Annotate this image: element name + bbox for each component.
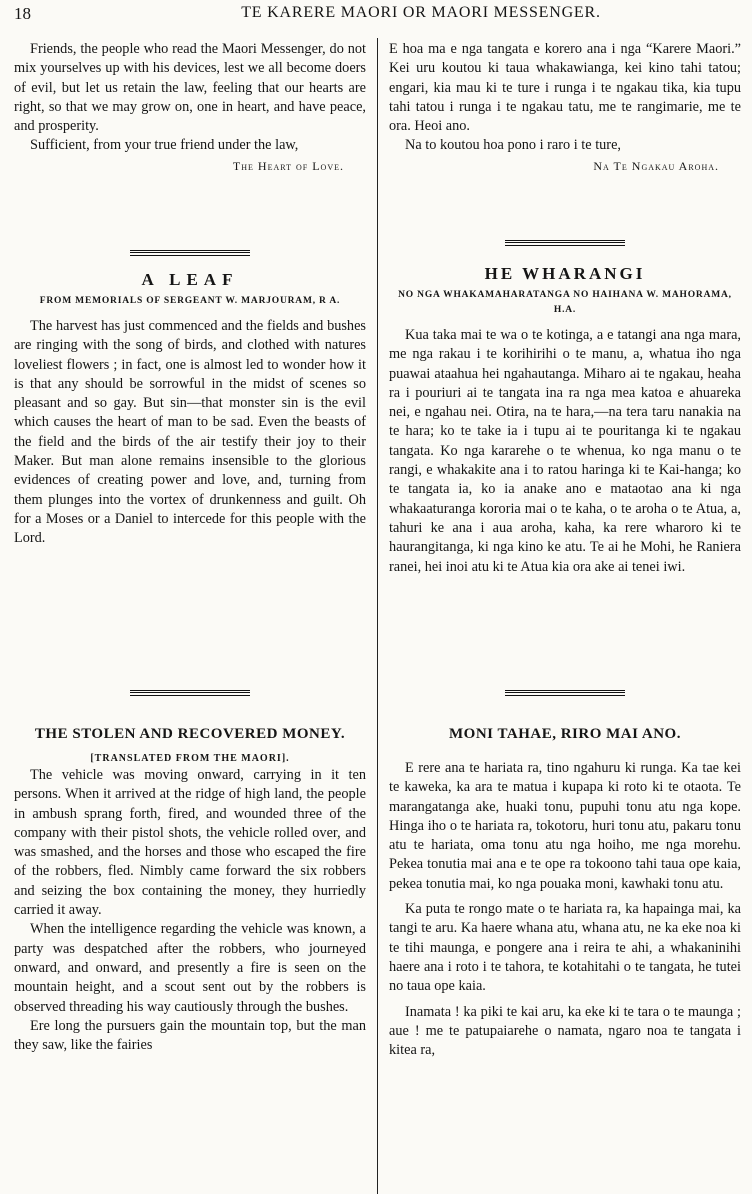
moni-para: E rere ana te hariata ra, tino ngahuru ki runga. Ka tae kei te kaweka, ka ara te matua i kupapa ki roto ki te otaota. Te marangatanga ake, huaki tonu, pupuhi tonu atu nga kope. Hinga iho o te hariata ra, tokotoru, huri tonu atu, pakaru tonu atu te hariata, oma tonu atu nga hoiho, me nga morehu. Pekea tonutia mai ana e te ope ra tokoono tahi taua ope kaia, pekea tonutia mai, ko nga pouaka moni, kawhaki tonu atu. [389,760,741,892]
stolen-para: The vehicle was moving onward, carrying in it ten persons. When it arrived at the ridge of high land, the people in ambush sprang forth, fired, and wounded three of the company with their pistol shots, the vehicle rolled over, and was smashed, and the horses and those who escaped the fire of the robbers, fled. Nimbly came forward the six robbers and seizing the box containing the money, they hurriedly carried it away. [14,767,366,919]
wharangi-body: Kua taka mai te wa o te kotinga, a e tatangi ana nga mara, me nga rakau i te korihirihi o te manu, a, whatua iho nga puawai ataahua hei ngahautanga. Miharo ai te ngakau, heaha ra i pouriuri ai te tangata ina ra nga mea katoa e ahuareka nei, e ngahau nei. Otira, na te hara,—na tera taru nanakia na te hara; ko te take ia i tupu ai te pouritanga ki te ngakau tangata. Ko nga kararehe o te whenua, ko nga manu o te rangi, e whakakite ana i to ratou haringa ki te Kai-hanga; ko te tangata ia, ko ia anake ano e mataotao ana ki nga whakaaturanga kororia mai o te kaha, o te aroha o te Atua, a, tahuri ke ana i aua aroha, kaha, ka rere wharoro ki te haurangitanga, ki nga kino ke atu. Te ai he Mohi, he Raniera ranei, hei inoi atu ki te Atua kia ora ake ai tenei iwi. [389,327,741,575]
leaf-title: A LEAF [141,270,239,289]
left-intro-para: Sufficient, from your true friend under the law, [30,137,299,154]
left-leaf-article [14,250,366,549]
stolen-para: When the intelligence regarding the vehicle was known, a party was despatched after the robbers, who journeyed onward, and onward, and presently a fire is seen on the mountain height, and a scout sent out by the robbers is observed threading his way cautiously through the bushes. [14,921,366,1015]
leaf-subtitle: FROM MEMORIALS OF SERGEANT W. MARJOURAM, R A. [39,296,341,306]
moni-para: Inamata ! ka piki te kai aru, ka eke ki te tara o te maunga ; aue ! me te patupaiarehe o namata, ngaro noa te tangata i kitea ra, [389,1003,741,1059]
moni-title: MONI TAHAE, RIRO MAI ANO. [449,726,681,742]
right-leaf-article [389,240,741,577]
right-signature: Na Te Ngakau Aroha. [593,158,719,173]
left-intro-para: Friends, the people who read the Maori Messenger, do not mix yourselves up with his devices, lest we all become doers of evil, but let us retain the law, feeling that our hearts are right, so that we may grow on, one in heart, and have peace, and prosperity. [14,41,366,135]
stolen-title: THE STOLEN AND RECOVERED MONEY. [34,726,346,742]
left-signature: The Heart of Love. [232,158,344,173]
column-divider [377,38,378,1194]
leaf-body: The harvest has just commenced and the fields and bushes are ringing with the song of birds, and clothed with natures loveliest flowers ; in fact, one is almost led to wonder how it is that any should be sorrowful in the midst of scenes so pleasant and so gay. But sin—that monster sin is the evil which causes the heart of man to be sad. Even the beasts of the field and the birds of the air testify their joy to their Maker. But man alone remains insensible to the glorious evidences of creating power and love, and, turning from them plunges into the vortex of drunkenness and guilt. Oh for a Moses or a Daniel to intercede for this people with the Lord. [14,318,366,547]
page-number: 18 [14,4,31,23]
right-intro-para: Na to koutou hoa pono i raro i te ture, [405,137,621,154]
right-stolen-article [389,690,741,1060]
left-column-intro [14,40,366,176]
right-column-intro [389,40,741,176]
stolen-para: Ere long the pursuers gain the mountain top, but the man they saw, like the fairies [14,1017,366,1054]
newspaper-header: TE KARERE MAORI OR MAORI MESSENGER. [241,4,601,21]
wharangi-subtitle: NO NGA WHAKAMAHARATANGA NO HAIHANA W. MAHORAMA, H.A. [398,290,732,315]
moni-para: Ka puta te rongo mate o te hariata ra, ka hapainga mai, ka tangi te aru. Ka haere whana atu, whana atu, ne ka eke noa ki te tihi maunga, e pongere ana i reira te ahi, a whakaninihi haere ana i roto i te tahora, te kotahitahi o te tangata, he tutei no taua ope kaia. [389,901,741,995]
right-intro-para: E hoa ma e nga tangata e korero ana i nga “Karere Maori.” Kei uru koutou ki taua whakawianga, kei kino tahi tatou; engari, kia mau ki te ture i runga i te ngakau tika, kia tupu tahi tatou i runga i te ngakau tatu, me te rangimarie, me te ora. Heoi ano. [389,41,741,135]
left-stolen-article [14,690,366,1055]
translated-note: [TRANSLATED FROM THE MAORI]. [90,753,290,764]
wharangi-title: HE WHARANGI [484,264,646,283]
